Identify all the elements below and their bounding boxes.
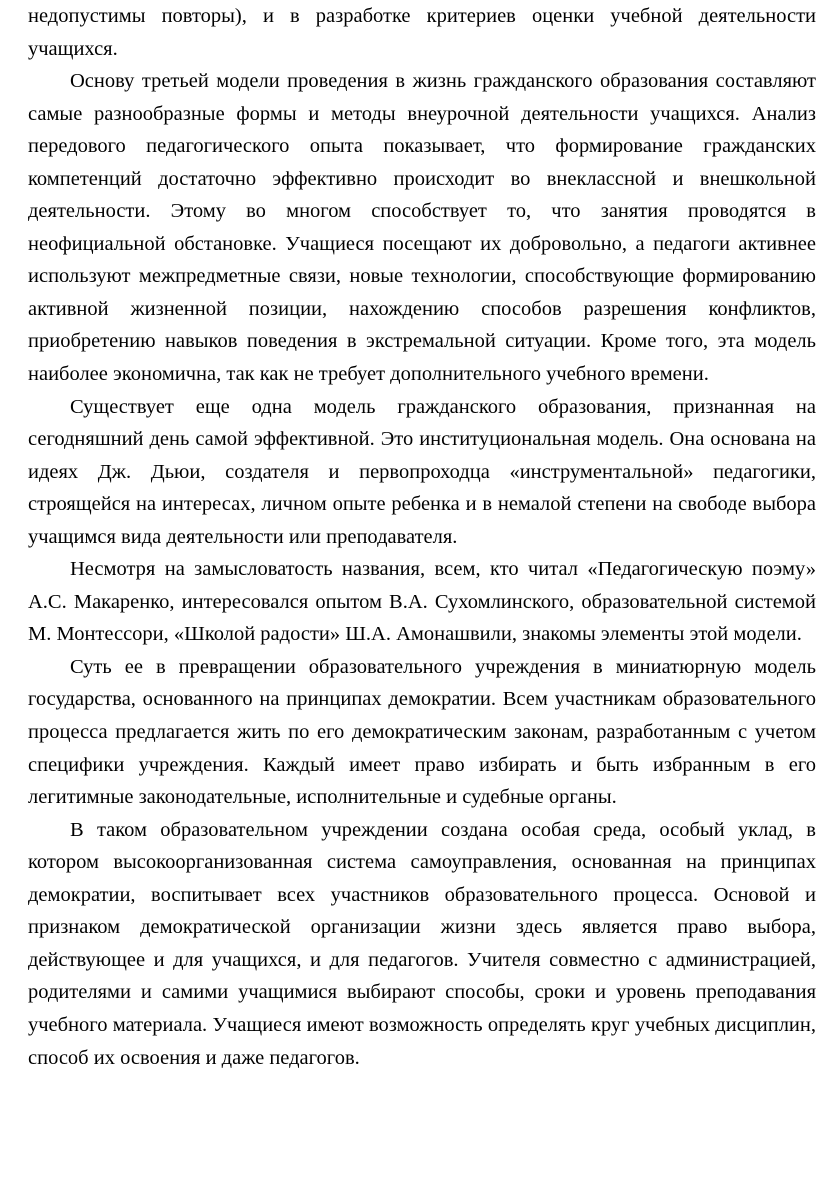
document-page — [28, 0, 816, 1074]
paragraph-essence: Суть ее в превращении образовательного учреждения в миниатюрную модель государства, основанного на принципах демократии. Всем участникам образовательного процесса предлагается жить по его демократическим законам, разработанным с учетом специфики учреждения. Каждый имеет право избирать и быть избранным в его легитимные законодательные, исполнительные и судебные органы. — [28, 655, 816, 809]
paragraph-known-elements: Несмотря на замысловатость названия, всем, кто читал «Педагогическую поэму» А.С. Макаренко, интересовался опытом В.А. Сухомлинского, образовательной системой М. Монтессори, «Школой радости» Ш.А. Амонашвили, знакомы элементы этой модели. — [28, 558, 816, 646]
paragraph-third-model: Основу третьей модели проведения в жизнь гражданского образования составляют самые разнообразные формы и методы внеурочной деятельности учащихся. Анализ передового педагогического опыта показывает, что формирование гражданских компетенций достаточно эффективно происходит во внеклассной и внешкольной деятельности. Этому во многом способствует то, что занятия проводятся в неофициальной обстановке. Учащиеся посещают их добровольно, а педагоги активнее используют межпредметные связи, новые технологии, способствующие формированию активной жизненной позиции, нахождению способов разрешения конфликтов, приобретению навыков поведения в экстремальной ситуации. Кроме того, эта модель наиболее экономична, так как не требует дополнительного учебного времени. — [28, 70, 816, 386]
paragraph-environment: В таком образовательном учреждении создана особая среда, особый уклад, в котором высокоорганизованная система самоуправления, основанная на принципах демократии, воспитывает всех участников образовательного процесса. Основой и признаком демократической организации жизни здесь является право выбора, действующее и для учащихся, и для педагогов. Учителя совместно с администрацией, родителями и самими учащимися выбирают способы, сроки и уровень преподавания учебного материала. Учащиеся имеют возможность определять круг учебных дисциплин, способ их освоения и даже педагогов. — [28, 818, 816, 1069]
paragraph-institutional-model: Существует еще одна модель гражданского образования, признанная на сегодняшний день самой эффективной. Это институциональная модель. Она основана на идеях Дж. Дьюи, создателя и первопроходца «инструментальной» педагогики, строящейся на интересах, личном опыте ребенка и в немалой степени на свободе выбора учащимся вида деятельности или преподавателя. — [28, 395, 816, 548]
paragraph-continuation: недопустимы повторы), и в разработке критериев оценки учебной деятельности учащихся. — [28, 5, 816, 60]
